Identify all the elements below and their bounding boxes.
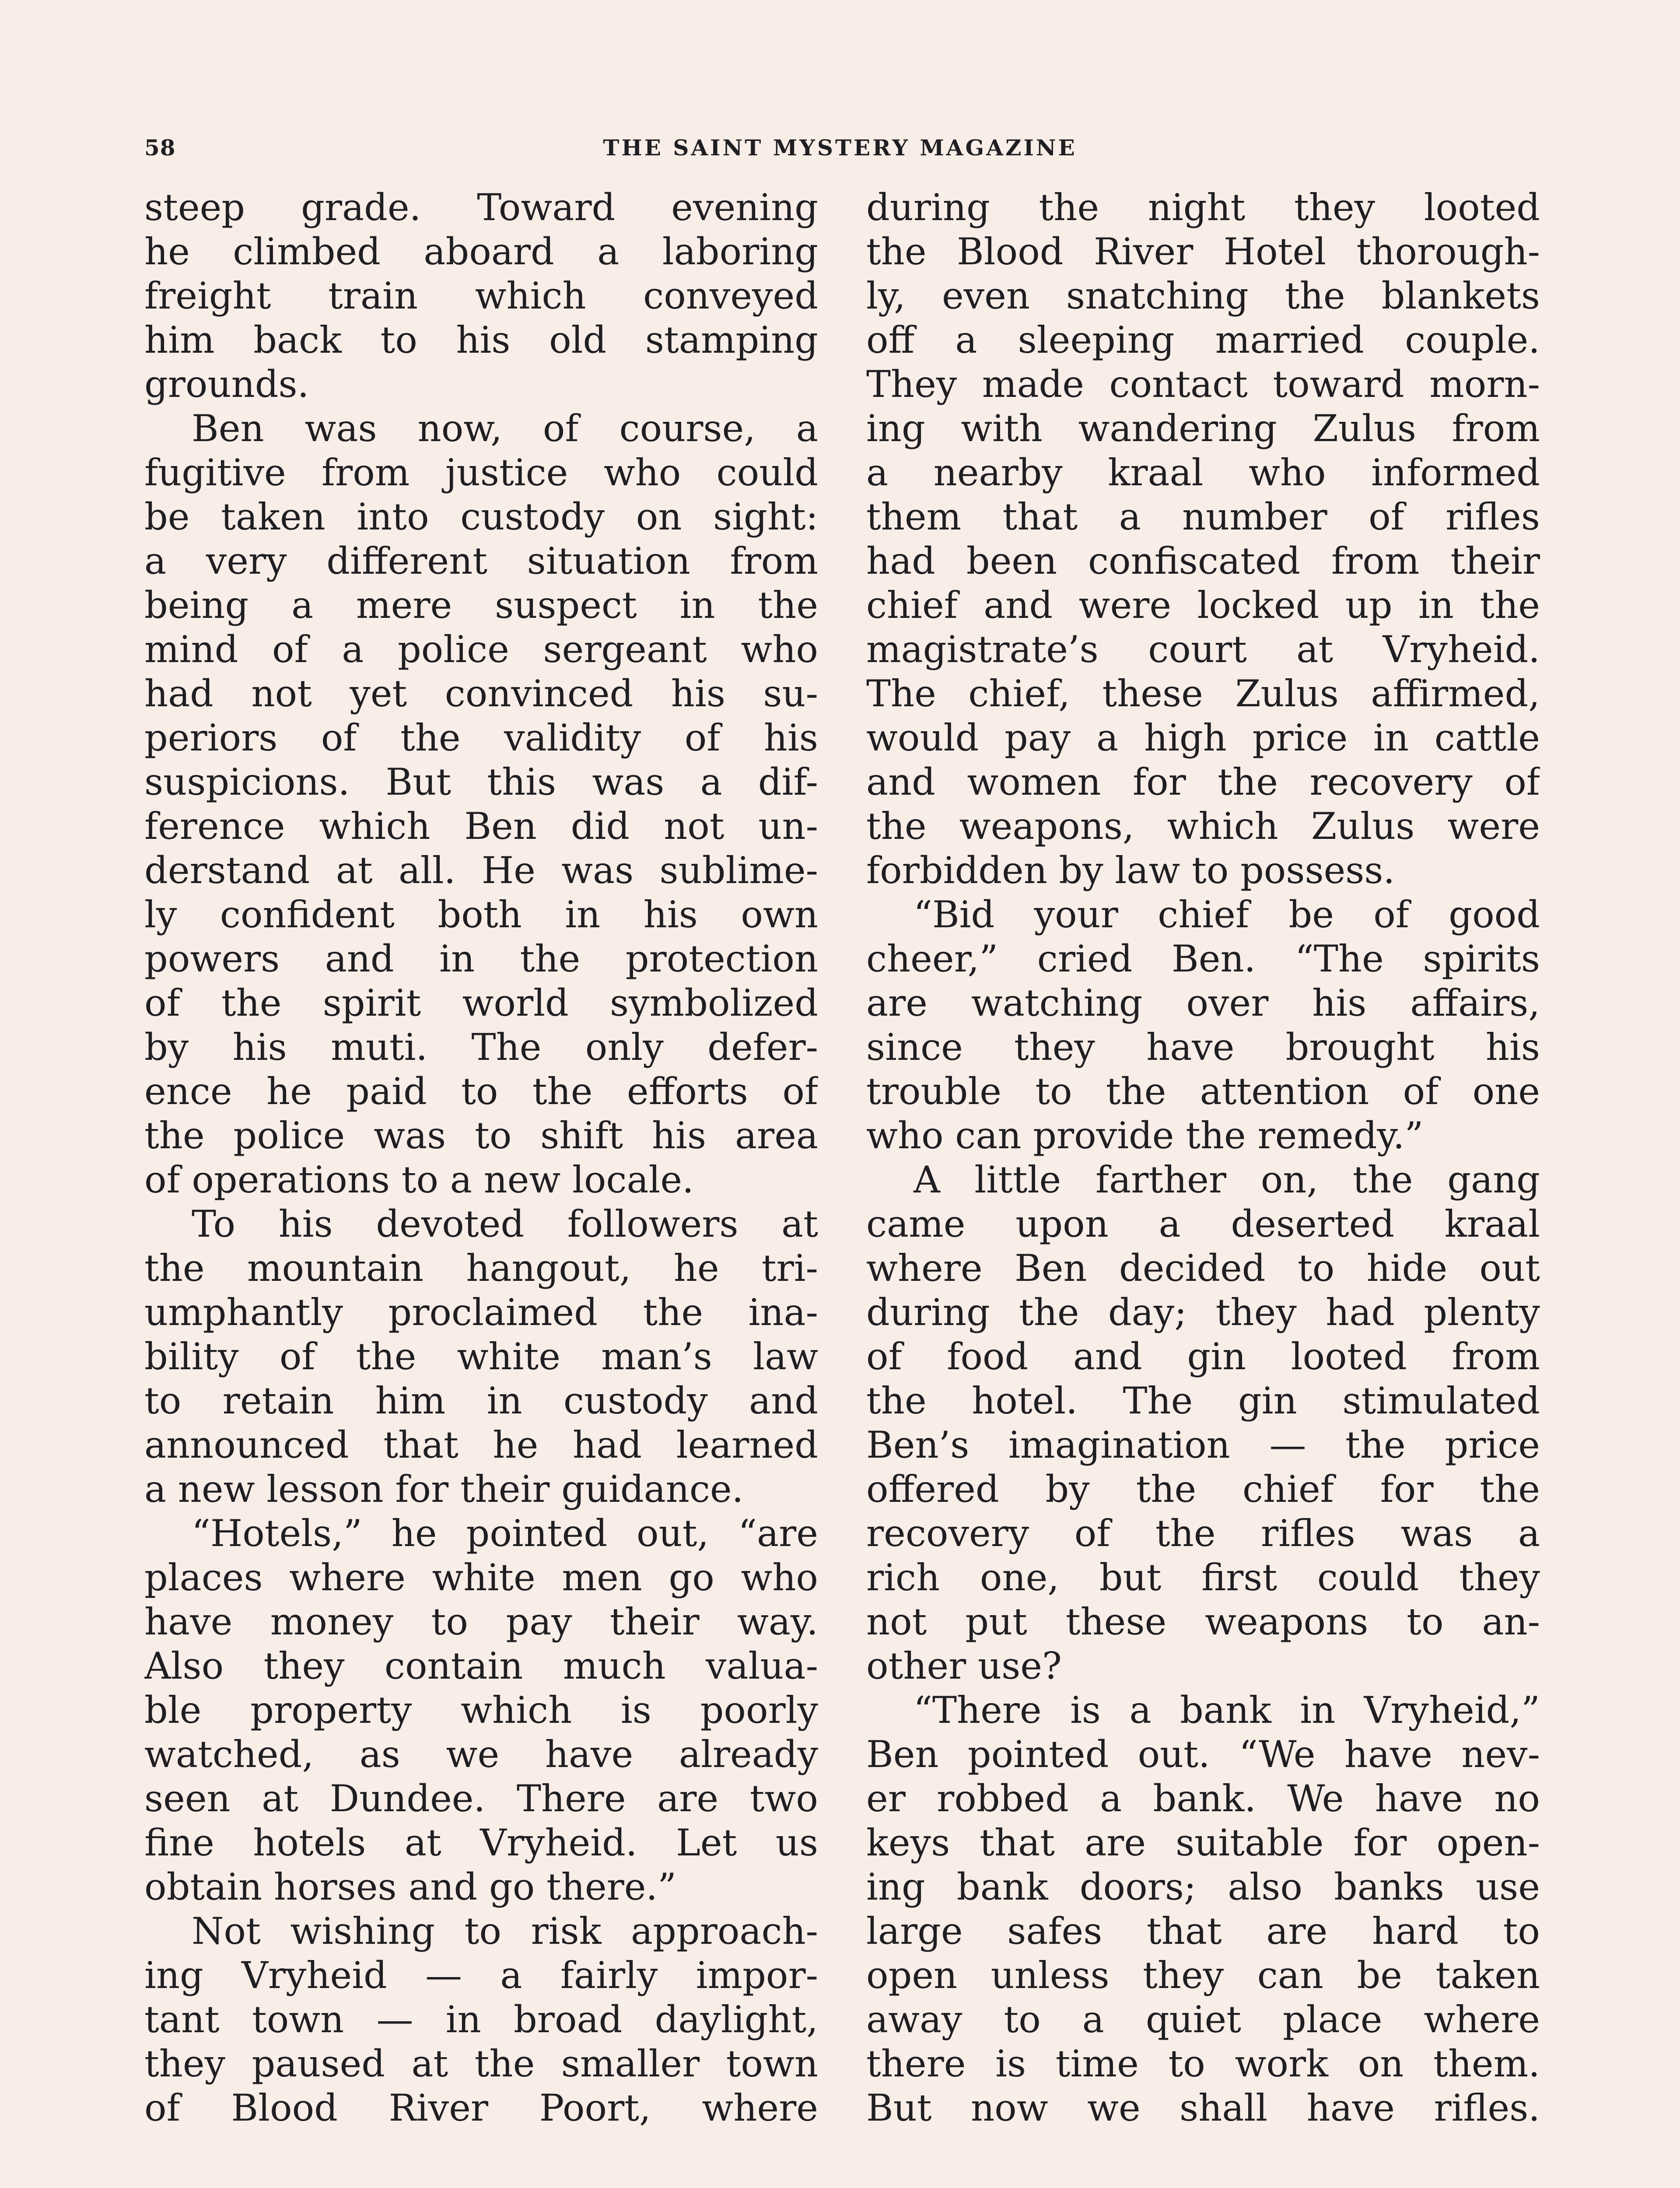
text-line: by his muti. The only defer- — [144, 1026, 818, 1069]
text-line: rich one, but first could they — [866, 1556, 1540, 1599]
text-line: Ben pointed out. “We have nev- — [866, 1733, 1540, 1776]
text-line: ble property which is poorly — [144, 1689, 818, 1732]
page-number: 58 — [144, 135, 176, 161]
text-line: ence he paid to the efforts of — [144, 1070, 818, 1113]
text-line: of operations to a new locale. — [144, 1158, 694, 1201]
text-line: to retain him in custody and — [144, 1379, 818, 1422]
text-line: the hotel. The gin stimulated — [866, 1379, 1540, 1422]
text-line: being a mere suspect in the — [144, 584, 818, 627]
text-line: seen at Dundee. There are two — [144, 1777, 818, 1820]
text-line: The chief, these Zulus affirmed, — [866, 672, 1540, 715]
text-line: came upon a deserted kraal — [866, 1203, 1540, 1245]
text-line: They made contact toward morn- — [866, 363, 1540, 406]
text-line: a nearby kraal who informed — [866, 451, 1540, 494]
text-line: er robbed a bank. We have no — [866, 1777, 1540, 1820]
text-line: ly, even snatching the blankets — [866, 274, 1540, 317]
text-line: ly confident both in his own — [144, 893, 818, 936]
text-line: are watching over his affairs, — [866, 982, 1540, 1024]
text-line: during the day; they had plenty — [866, 1291, 1540, 1334]
text-line: watched, as we have already — [144, 1733, 818, 1776]
text-line: since they have brought his — [866, 1026, 1540, 1069]
text-line: him back to his old stamping — [144, 319, 818, 361]
text-line: ing bank doors; also banks use — [866, 1865, 1540, 1908]
text-line: had been confiscated from their — [866, 540, 1540, 582]
text-line: he climbed aboard a laboring — [144, 230, 818, 273]
text-line: “There is a bank in Vryheid,” — [914, 1689, 1540, 1732]
text-line: mind of a police sergeant who — [144, 628, 818, 671]
text-line: “Hotels,” he pointed out, “are — [192, 1512, 818, 1555]
text-line: tant town — in broad daylight, — [144, 1998, 818, 2041]
text-line: a very different situation from — [144, 540, 818, 582]
text-line: periors of the validity of his — [144, 716, 818, 759]
text-column-left — [144, 186, 818, 2130]
text-line: keys that are suitable for open- — [866, 1821, 1540, 1864]
text-line: the police was to shift his area — [144, 1114, 818, 1157]
text-line: cheer,” cried Ben. “The spirits — [866, 937, 1540, 980]
text-line: open unless they can be taken — [866, 1954, 1540, 1997]
text-line: steep grade. Toward evening — [144, 186, 818, 229]
text-line: the mountain hangout, he tri- — [144, 1247, 818, 1290]
text-line: them that a number of rifles — [866, 495, 1540, 538]
text-line: a new lesson for their guidance. — [144, 1468, 744, 1511]
text-line: off a sleeping married couple. — [866, 319, 1540, 361]
text-line: chief and were locked up in the — [866, 584, 1540, 627]
text-line: forbidden by law to possess. — [866, 849, 1395, 892]
text-line: suspicions. But this was a dif- — [144, 761, 818, 803]
text-line: of Blood River Poort, where — [144, 2086, 818, 2129]
text-line: of food and gin looted from — [866, 1335, 1540, 1378]
text-line: “Bid your chief be of good — [914, 893, 1540, 936]
text-line: umphantly proclaimed the ina- — [144, 1291, 818, 1334]
page-header — [144, 135, 1536, 165]
text-line: Ben’s imagination — the price — [866, 1424, 1540, 1466]
text-line: during the night they looted — [866, 186, 1540, 229]
text-line: large safes that are hard to — [866, 1910, 1540, 1953]
text-line: of the spirit world symbolized — [144, 982, 818, 1024]
text-line: and women for the recovery of — [866, 761, 1540, 803]
text-line: who can provide the remedy.” — [866, 1114, 1424, 1157]
text-line: trouble to the attention of one — [866, 1070, 1540, 1113]
text-line: not put these weapons to an- — [866, 1600, 1540, 1643]
text-column-right — [866, 186, 1540, 2130]
text-line: be taken into custody on sight: — [144, 495, 818, 538]
text-line: places where white men go who — [144, 1556, 818, 1599]
text-line: had not yet convinced his su- — [144, 672, 818, 715]
text-line: derstand at all. He was sublime- — [144, 849, 818, 892]
text-line: Not wishing to risk approach- — [192, 1910, 818, 1953]
text-line: fugitive from justice who could — [144, 451, 818, 494]
text-line: But now we shall have rifles. — [866, 2086, 1540, 2129]
text-line: Also they contain much valua- — [144, 1645, 818, 1687]
text-line: away to a quiet place where — [866, 1998, 1540, 2041]
text-line: announced that he had learned — [144, 1424, 818, 1466]
text-line: they paused at the smaller town — [144, 2042, 818, 2085]
text-line: A little farther on, the gang — [914, 1158, 1540, 1201]
text-line: where Ben decided to hide out — [866, 1247, 1540, 1290]
text-line: magistrate’s court at Vryheid. — [866, 628, 1540, 671]
text-line: there is time to work on them. — [866, 2042, 1540, 2085]
text-line: To his devoted followers at — [192, 1203, 818, 1245]
text-line: fine hotels at Vryheid. Let us — [144, 1821, 818, 1864]
text-line: other use? — [866, 1645, 1062, 1687]
text-line: would pay a high price in cattle — [866, 716, 1540, 759]
text-line: offered by the chief for the — [866, 1468, 1540, 1511]
text-line: the Blood River Hotel thorough- — [866, 230, 1540, 273]
text-line: have money to pay their way. — [144, 1600, 818, 1643]
text-line: ference which Ben did not un- — [144, 805, 818, 848]
running-head: THE SAINT MYSTERY MAGAZINE — [603, 135, 1077, 161]
text-line: Ben was now, of course, a — [192, 407, 818, 450]
text-line: freight train which conveyed — [144, 274, 818, 317]
text-line: bility of the white man’s law — [144, 1335, 818, 1378]
text-line: obtain horses and go there.” — [144, 1865, 677, 1908]
text-line: ing Vryheid — a fairly impor- — [144, 1954, 818, 1997]
text-line: ing with wandering Zulus from — [866, 407, 1540, 450]
text-line: recovery of the rifles was a — [866, 1512, 1540, 1555]
text-line: powers and in the protection — [144, 937, 818, 980]
text-line: grounds. — [144, 363, 309, 406]
text-line: the weapons, which Zulus were — [866, 805, 1540, 848]
